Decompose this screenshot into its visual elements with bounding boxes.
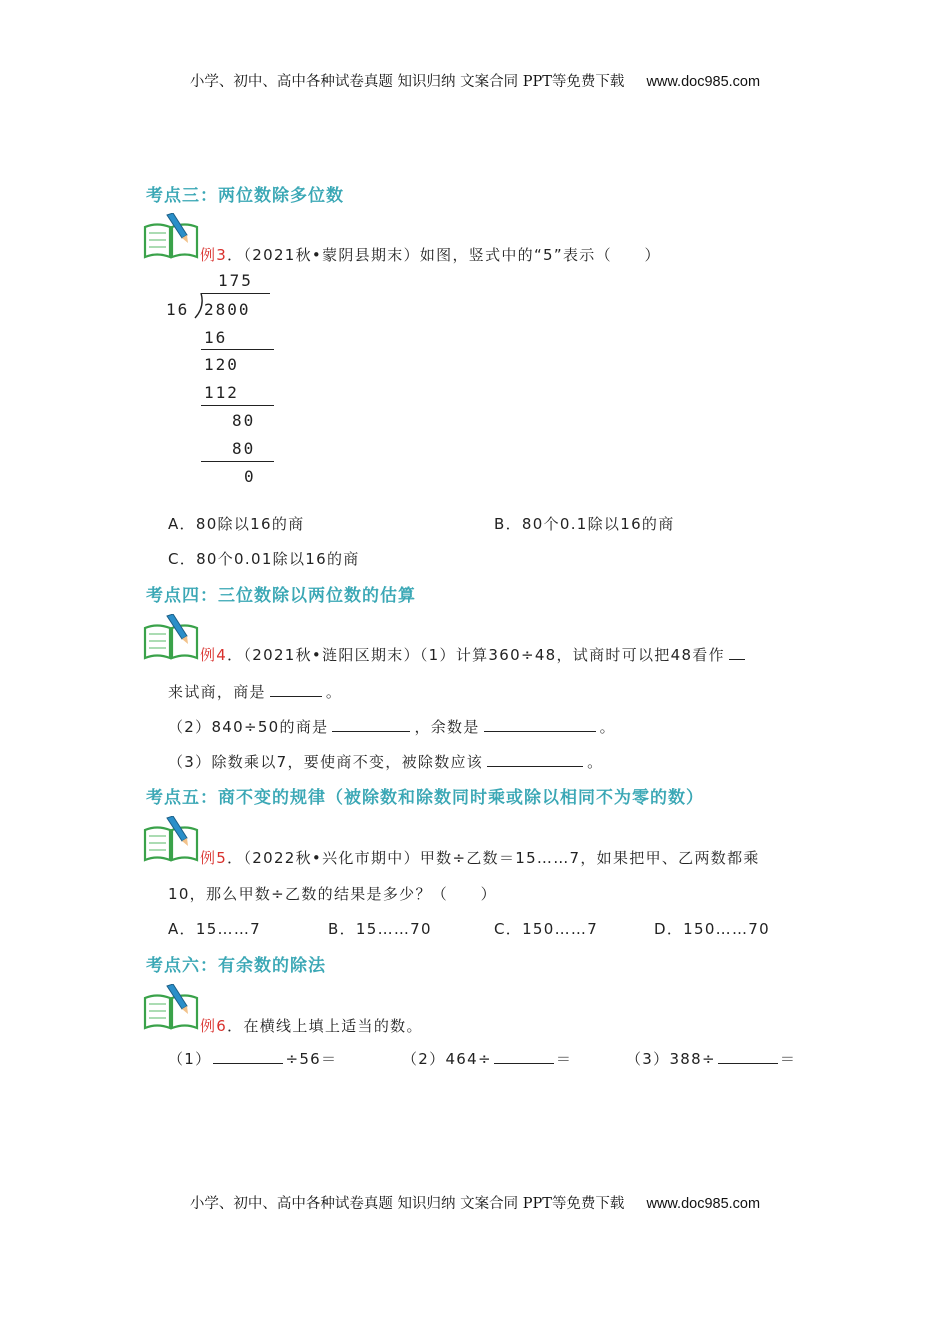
answer-blank[interactable]	[484, 717, 596, 732]
division-row: 0	[244, 467, 256, 486]
answer-blank[interactable]	[494, 1049, 554, 1064]
ex3-option-a: A．80除以16的商	[168, 515, 305, 533]
page-footer	[0, 1192, 950, 1213]
section-title-4: 考点四：三位数除以两位数的估算	[146, 586, 416, 606]
ex6-item-label: （3）388÷	[626, 1050, 716, 1068]
page-header	[0, 70, 950, 91]
book-pencil-icon	[143, 614, 199, 660]
header-site[interactable]: www.doc985.com	[646, 74, 761, 90]
ex5-label: 例5	[200, 849, 228, 867]
division-dividend: 2800	[204, 300, 251, 319]
punct: 。	[587, 753, 604, 771]
ex4-label: 例4	[200, 646, 228, 664]
ex5-line2: 10，那么甲数÷乙数的结果是多少？（ ）	[168, 885, 497, 903]
ex6-item-1	[168, 1048, 337, 1069]
answer-blank[interactable]	[213, 1049, 283, 1064]
ex6-question	[200, 1015, 423, 1036]
ex3-option-c: C．80个0.01除以16的商	[168, 550, 360, 568]
book-pencil-icon	[143, 816, 199, 862]
ex6-item-label: （1）	[168, 1050, 212, 1068]
ex6-item-label: （2）464÷	[402, 1050, 492, 1068]
answer-blank[interactable]	[270, 682, 322, 697]
ex4-part3	[168, 751, 603, 772]
ex6-label: 例6	[200, 1017, 228, 1035]
ex5-option-c: C．150……7	[494, 920, 599, 938]
ex6-text: ．在横线上填上适当的数。	[227, 1017, 423, 1035]
division-row: 16	[204, 328, 228, 347]
ex4-line2	[168, 681, 342, 702]
ex3-question	[200, 244, 661, 265]
answer-blank[interactable]	[718, 1049, 778, 1064]
ex3-text: ．（2021秋•蒙阴县期末）如图，竖式中的“5”表示（ ）	[227, 246, 661, 264]
punct: 。	[599, 718, 616, 736]
book-pencil-icon	[143, 213, 199, 259]
ex4-part2-text: ，余数是	[414, 718, 480, 736]
ex4-line1-text: ．（2021秋•涟阳区期末）（1）计算360÷48，试商时可以把48看作	[227, 646, 725, 664]
ex6-item-2	[402, 1048, 572, 1069]
section-title-6: 考点六：有余数的除法	[146, 956, 326, 976]
ex4-part2	[168, 716, 616, 737]
division-row: 120	[204, 355, 239, 374]
section-title-5: 考点五：商不变的规律（被除数和除数同时乘或除以相同不为零的数）	[146, 788, 704, 808]
punct: 。	[325, 683, 343, 701]
answer-blank[interactable]	[332, 717, 410, 732]
ex5-option-b: B．15……70	[328, 920, 432, 938]
division-row: 80	[232, 411, 256, 430]
ex5-option-d: D．150……70	[654, 920, 770, 938]
footer-site[interactable]: www.doc985.com	[646, 1196, 761, 1212]
ex6-item-3	[626, 1048, 796, 1069]
division-row: 80	[232, 439, 256, 458]
ex4-line1	[200, 644, 749, 665]
ex3-label: 例3	[200, 246, 228, 264]
ex3-option-b: B．80个0.1除以16的商	[494, 515, 675, 533]
answer-blank[interactable]	[729, 645, 745, 660]
ex4-line2-text: 来试商，商是	[168, 683, 266, 701]
division-quotient: 175	[218, 271, 253, 290]
division-divisor: 16	[166, 300, 190, 319]
division-row: 112	[204, 383, 239, 402]
ex6-item-expr: ÷56＝	[285, 1050, 338, 1068]
section-title-3: 考点三：两位数除多位数	[146, 186, 344, 206]
ex5-line1-text: ．（2022秋•兴化市期中）甲数÷乙数＝15……7，如果把甲、乙两数都乘	[227, 849, 760, 867]
footer-text: 小学、初中、高中各种试卷真题 知识归纳 文案合同 PPT等免费下载	[189, 1196, 625, 1212]
ex6-item-expr: ＝	[555, 1050, 573, 1068]
ex5-option-a: A．15……7	[168, 920, 261, 938]
answer-blank[interactable]	[487, 752, 583, 767]
ex5-line1	[200, 847, 760, 868]
ex6-item-expr: ＝	[779, 1050, 797, 1068]
ex4-part3-text: （3）除数乘以7，要使商不变，被除数应该	[168, 753, 484, 771]
ex4-part2-text: （2）840÷50的商是	[168, 718, 329, 736]
book-pencil-icon	[143, 984, 199, 1030]
header-text: 小学、初中、高中各种试卷真题 知识归纳 文案合同 PPT等免费下载	[189, 74, 625, 90]
